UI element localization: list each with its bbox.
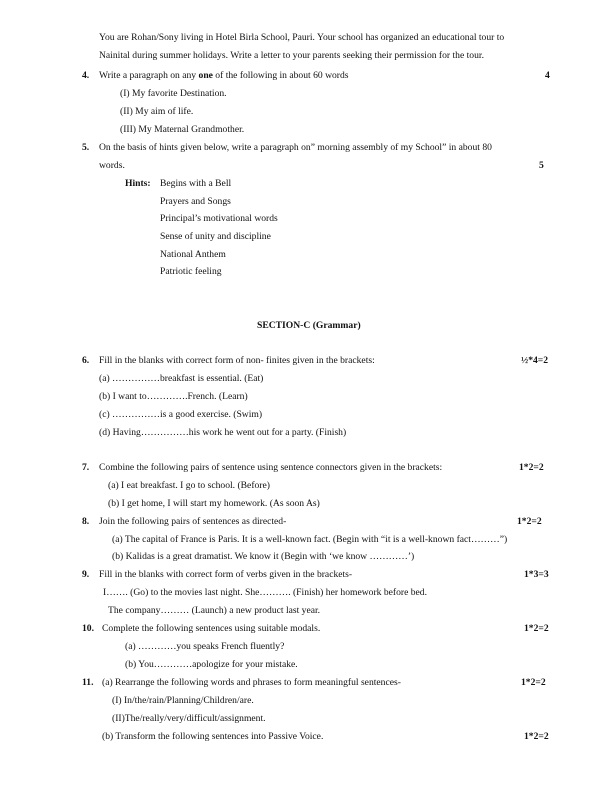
list-item: (a) ……………breakfast is essential. (Eat)	[99, 373, 264, 384]
question-number: 6.	[82, 355, 90, 366]
hint-item: Principal’s motivational words	[160, 213, 278, 224]
option: (I) My favorite Destination.	[120, 88, 227, 99]
option: (III) My Maternal Grandmother.	[120, 124, 245, 135]
question-5-line-2: words.	[99, 160, 125, 171]
question-number: 5.	[82, 142, 90, 153]
question-number: 4.	[82, 70, 90, 81]
question-4-marks: 4	[545, 70, 550, 81]
question-number: 8.	[82, 516, 90, 527]
question-number: 10.	[82, 623, 94, 634]
section-heading: SECTION-C (Grammar)	[257, 320, 361, 331]
question-4-text-emphasis: one	[198, 70, 213, 81]
list-item: (I) In/the/rain/Planning/Children/are.	[112, 695, 254, 706]
question-10-marks: 1*2=2	[524, 623, 549, 634]
list-item: (c) ……………is a good exercise. (Swim)	[99, 409, 263, 420]
question-7-marks: 1*2=2	[519, 462, 544, 473]
question-9-text: Fill in the blanks with correct form of verbs given in the brackets-	[99, 569, 353, 580]
question-5-line-1: On the basis of hints given below, write a paragraph on” morning assembly of my School” in about 80	[99, 142, 492, 153]
hints-label: Hints:	[125, 178, 151, 189]
list-item: (b) You…………apologize for your mistake.	[125, 659, 298, 670]
question-11-part-b-marks: 1*2=2	[524, 731, 549, 742]
question-4-text-a: Write a paragraph on any	[99, 70, 199, 81]
option: (II) My aim of life.	[120, 106, 194, 117]
question-11-marks: 1*2=2	[521, 677, 546, 688]
list-item: (II)The/really/very/difficult/assignment.	[112, 713, 266, 724]
question-5-marks: 5	[539, 160, 544, 171]
hint-item: Begins with a Bell	[160, 178, 232, 189]
list-item: (a) …………you speaks French fluently?	[125, 641, 285, 652]
question-10-text: Complete the following sentences using suitable modals.	[102, 623, 321, 634]
question-4-text	[99, 70, 349, 82]
question-8-marks: 1*2=2	[517, 516, 542, 527]
intro-line-1: You are Rohan/Sony living in Hotel Birla School, Pauri. Your school has organized an educational tour to	[99, 32, 505, 43]
question-6-text: Fill in the blanks with correct form of non- finites given in the brackets:	[99, 355, 375, 366]
list-item: The company……… (Launch) a new product last year.	[108, 605, 321, 616]
question-number: 11.	[82, 677, 94, 688]
question-6-marks: ½*4=2	[521, 355, 549, 366]
hint-item: Prayers and Songs	[160, 196, 231, 207]
list-item: (b) Kalidas is a great dramatist. We know it (Begin with ‘we know …………’)	[112, 551, 415, 562]
intro-line-2: Nainital during summer holidays. Write a letter to your parents seeking their permission for the tour.	[99, 50, 484, 61]
list-item: (a) I eat breakfast. I go to school. (Before)	[108, 480, 270, 491]
question-7-text: Combine the following pairs of sentence using sentence connectors given in the brackets:	[99, 462, 443, 473]
hint-item: Patriotic feeling	[160, 266, 222, 277]
hint-item: National Anthem	[160, 249, 226, 260]
hint-item: Sense of unity and discipline	[160, 231, 271, 242]
list-item: (d) Having……………his work he went out for a party. (Finish)	[99, 427, 347, 438]
question-11-part-b: (b) Transform the following sentences into Passive Voice.	[102, 731, 324, 742]
list-item: (b) I want to………….French. (Learn)	[99, 391, 248, 402]
question-4-text-c: of the following in about 60 words	[212, 70, 349, 81]
question-11-text: (a) Rearrange the following words and phrases to form meaningful sentences-	[102, 677, 401, 688]
list-item: (b) I get home, I will start my homework. (As soon As)	[108, 498, 320, 509]
question-number: 7.	[82, 462, 90, 473]
question-number: 9.	[82, 569, 90, 580]
question-8-text: Join the following pairs of sentences as directed-	[99, 516, 287, 527]
question-9-marks: 1*3=3	[524, 569, 549, 580]
list-item: I……. (Go) to the movies last night. She………. (Finish) her homework before bed.	[103, 587, 427, 598]
list-item: (a) The capital of France is Paris. It is a well-known fact. (Begin with “it is a well-known fact………”)	[112, 534, 508, 545]
